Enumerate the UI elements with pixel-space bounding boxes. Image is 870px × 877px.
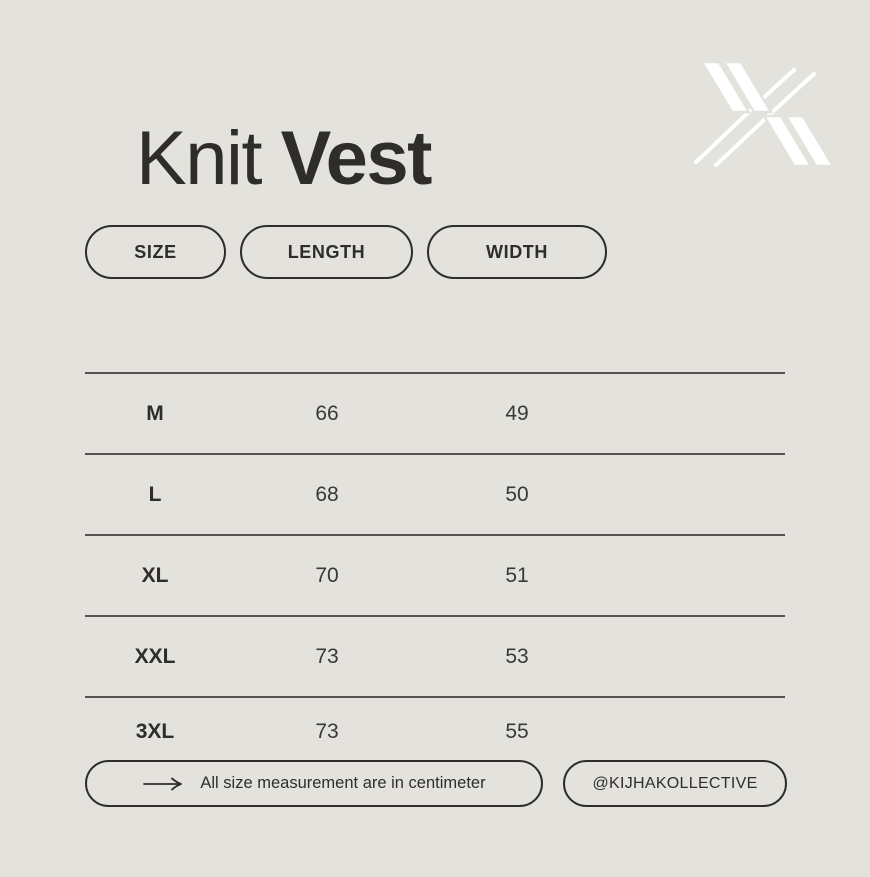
table-row: [85, 696, 785, 766]
width-cell: 55: [505, 720, 529, 743]
length-cell: 68: [315, 482, 339, 506]
table-row: [85, 372, 785, 453]
social-handle-pill: [563, 760, 787, 807]
column-pill-size-label: SIZE: [134, 241, 177, 262]
column-pill-size: [85, 225, 226, 279]
width-cell: 51: [505, 563, 529, 587]
size-cell: 3XL: [135, 720, 175, 743]
table-row: [85, 615, 785, 696]
size-cell: XXL: [134, 644, 176, 668]
length-cell: 73: [315, 644, 339, 668]
table-row: [85, 534, 785, 615]
length-cell: 70: [315, 563, 339, 587]
column-pill-width: [427, 225, 607, 279]
column-pill-width-label: WIDTH: [486, 241, 548, 262]
column-pill-length: [240, 225, 413, 279]
width-cell: 50: [505, 482, 529, 506]
title-word-regular: Knit: [136, 115, 261, 201]
title-word-bold: Vest: [280, 115, 431, 201]
social-handle-text: @KIJHAKOLLECTIVE: [592, 774, 758, 792]
column-header-pills: [85, 225, 607, 279]
footer: [85, 760, 787, 807]
width-cell: 49: [505, 401, 529, 425]
length-cell: 73: [315, 720, 339, 743]
size-cell: M: [146, 401, 164, 425]
measurement-note-pill: [85, 760, 543, 807]
table-row: [85, 453, 785, 534]
size-cell: XL: [141, 563, 169, 587]
measurement-note-text: All size measurement are in centimeter: [200, 774, 486, 792]
brand-logo-icon: [688, 58, 836, 170]
arrow-right-icon: [142, 777, 184, 791]
column-pill-length-label: LENGTH: [287, 241, 366, 262]
page-title: [136, 115, 431, 201]
width-cell: 53: [505, 644, 529, 668]
size-table: [85, 372, 785, 766]
size-cell: L: [148, 482, 162, 506]
length-cell: 66: [315, 401, 339, 425]
